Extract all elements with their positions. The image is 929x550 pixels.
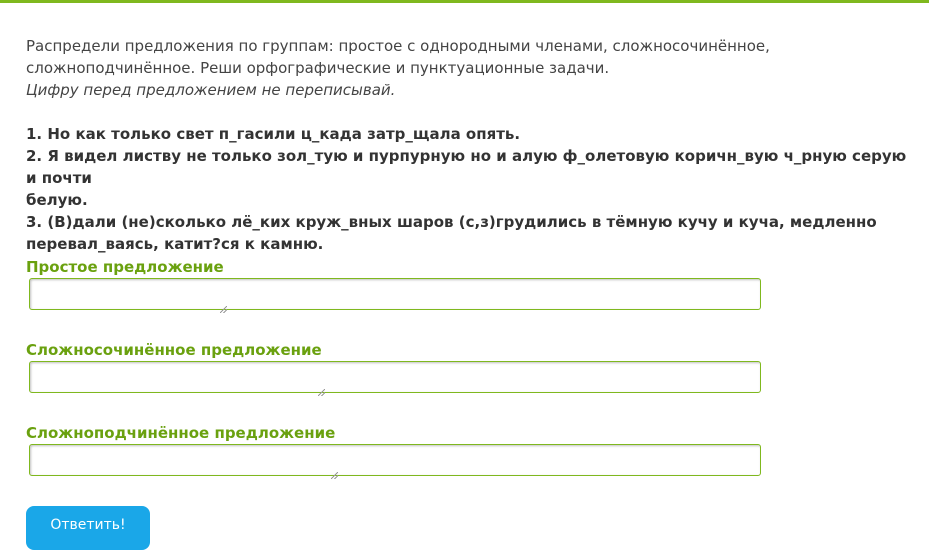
answer-field-complex[interactable] — [29, 444, 761, 476]
instruction-text-continued: сложноподчинённое. Реши орфографические и пунктуационные задачи. — [26, 59, 610, 77]
sentence-2: 2. Я видел листву не только зол_тую и пурпурную но и алую ф_олетовую коричн_вую ч_рную серую и почти — [26, 147, 907, 187]
sentence-3-continued: перевал_ваясь, катит?ся к камню. — [26, 235, 324, 253]
group-label-simple: Простое предложение — [26, 258, 224, 276]
sentence-2-continued: белую. — [26, 191, 88, 209]
group-compound — [26, 339, 322, 395]
group-label-complex: Сложноподчинённое предложение — [26, 424, 336, 442]
sentence-list — [26, 123, 916, 255]
sentence-3: 3. (В)дали (не)сколько лё_ких круж_вных шаров (с,з)грудились в тёмную кучу и куча, медленно — [26, 213, 877, 231]
answer-field-compound[interactable] — [29, 361, 761, 393]
sentence-1: 1. Но как только свет п_гасили ц_када затр_щала опять. — [26, 125, 521, 143]
top-accent-bar — [0, 0, 929, 3]
task-content — [26, 35, 916, 255]
answer-field-simple[interactable] — [29, 278, 761, 310]
group-simple — [26, 256, 224, 312]
group-complex — [26, 422, 335, 478]
instruction-hint: Цифру перед предложением не переписывай. — [26, 81, 396, 99]
group-label-compound: Сложносочинённое предложение — [26, 341, 322, 359]
submit-button[interactable]: Ответить! — [26, 506, 150, 550]
instruction-text: Распредели предложения по группам: простое с однородными членами, сложносочинённое, — [26, 37, 770, 55]
